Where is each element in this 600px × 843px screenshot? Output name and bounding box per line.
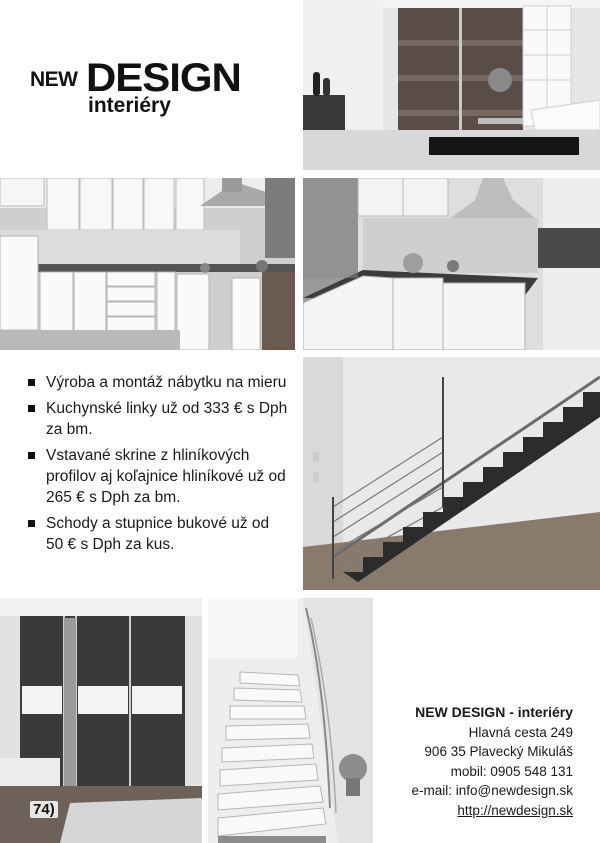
bullet-square-icon (28, 405, 35, 412)
email-address[interactable]: e-mail: info@newdesign.sk (411, 783, 573, 798)
logo-subtitle: interiéry (88, 94, 171, 117)
address-city: 906 35 Plavecký Mikuláš (424, 744, 573, 759)
bullet-square-icon (28, 520, 35, 527)
photo-kitchen-island (303, 178, 600, 350)
photo-staircase-white (208, 598, 373, 843)
feature-list (28, 372, 290, 560)
feature-item (28, 445, 290, 508)
bullet-square-icon (28, 379, 35, 386)
logo-word-design: DESIGN (86, 56, 241, 100)
contact-block (411, 703, 573, 820)
bullet-square-icon (28, 452, 35, 459)
photo-living-room-wardrobe (303, 0, 600, 170)
logo-word-new: NEW (30, 68, 78, 91)
feature-text: Kuchynské linky už od 333 € s Dph za bm. (46, 400, 288, 438)
page-number-bracket-icon: ) (49, 801, 55, 818)
page-number (30, 801, 58, 818)
photo-kitchen-corner (0, 178, 295, 350)
feature-item (28, 372, 290, 393)
feature-item (28, 513, 290, 555)
phone-number: mobil: 0905 548 131 (450, 763, 573, 779)
company-name: NEW DESIGN - interiéry (415, 704, 573, 720)
feature-text: Výroba a montáž nábytku na mieru (46, 374, 287, 391)
feature-text: Schody a stupnice bukové už od 50 € s Dph za kus. (46, 515, 270, 553)
page-number-value: 74 (33, 801, 50, 818)
photo-staircase-railing (303, 357, 600, 590)
feature-item (28, 398, 290, 440)
address-street: Hlavná cesta 249 (468, 724, 573, 740)
brand-logo (30, 56, 270, 122)
website-link[interactable]: http://newdesign.sk (457, 802, 573, 818)
feature-text: Vstavané skrine z hliníkových profilov aj koľajnice hliníkové už od 265 € s Dph za bm. (46, 447, 286, 506)
